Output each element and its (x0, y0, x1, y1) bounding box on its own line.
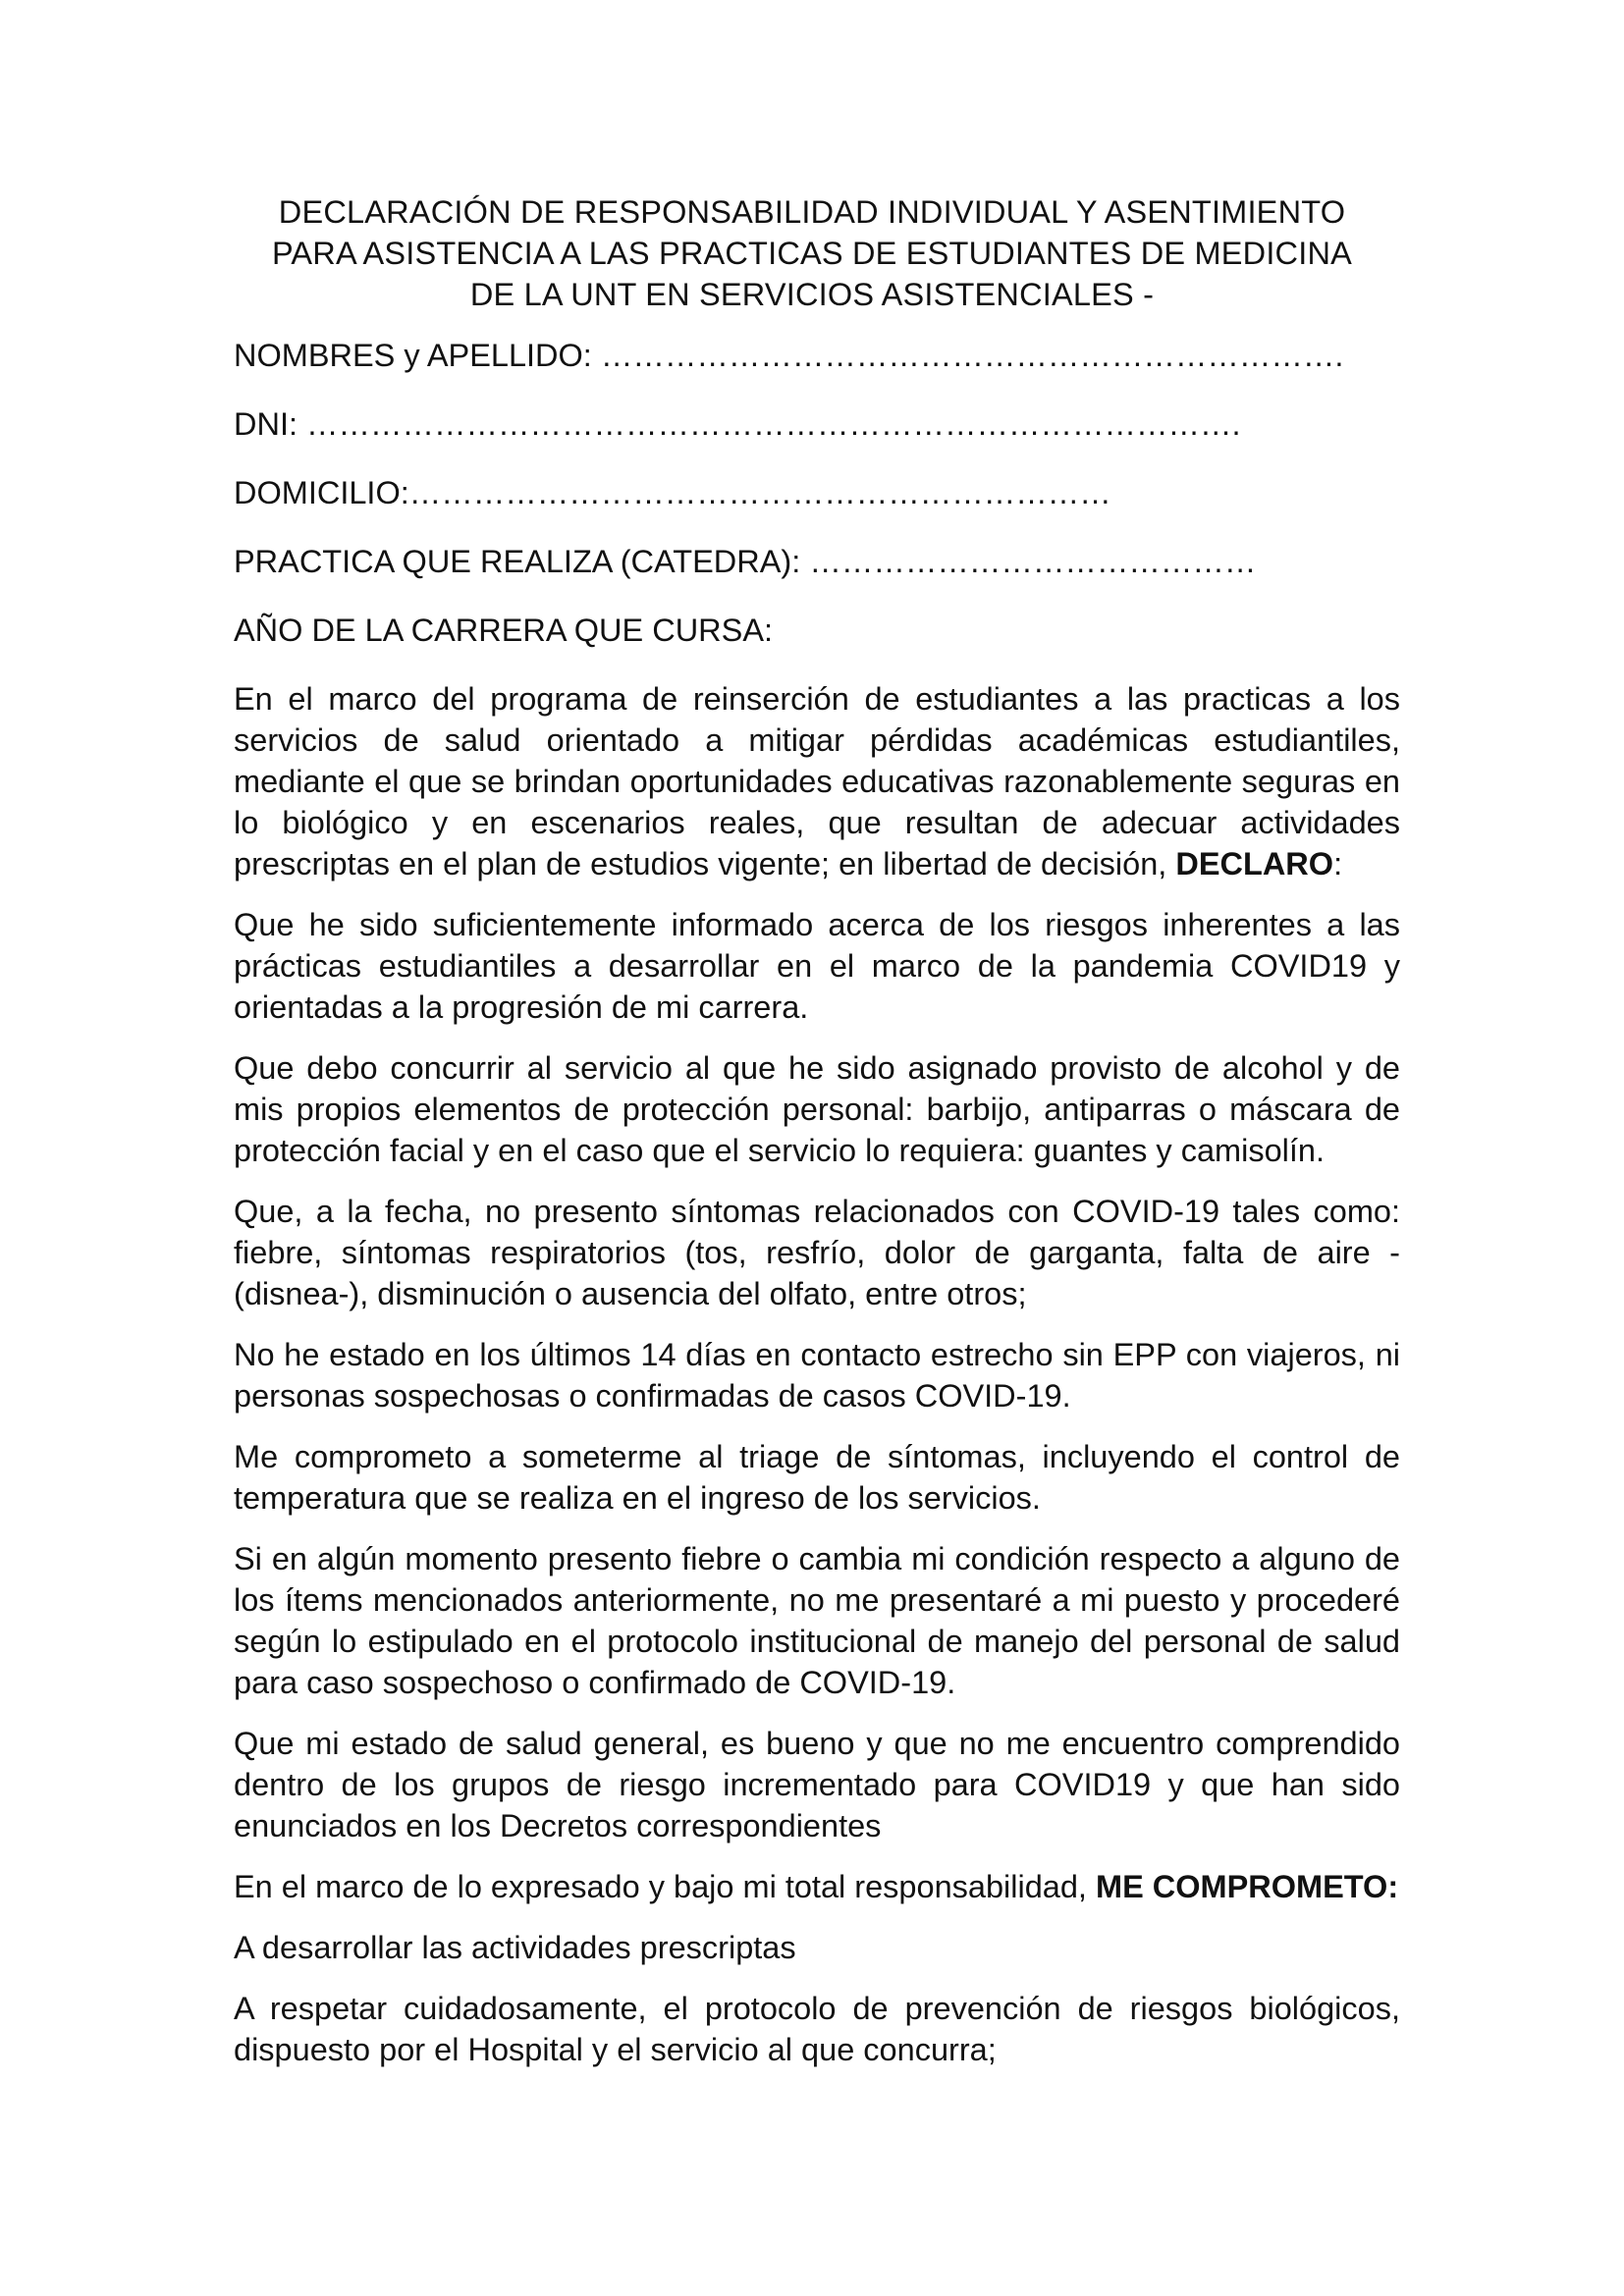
field-dni (234, 403, 1400, 445)
me-comprometo-bold: ME COMPROMETO: (1096, 1869, 1399, 1904)
field-nombres-label: NOMBRES y APELLIDO: (234, 338, 601, 373)
paragraph-intro-text: En el marco del programa de reinserción de estudiantes a las practicas a los servicios de salud orientado a mitigar pérdidas académicas estudiantiles, mediante el que se brindan oportunidades educativas razonablemente seguras en lo biológico y en escenarios reales, que resultan de adecuar actividades prescriptas en el plan de estudios vigente; en libertad de decisión, (234, 681, 1400, 881)
field-domicilio (234, 472, 1400, 513)
field-dni-label: DNI: (234, 406, 307, 442)
paragraph-contacto: No he estado en los últimos 14 días en contacto estrecho sin EPP con viajeros, ni personas sospechosas o confirmadas de casos COVID-19. (234, 1337, 1400, 1414)
paragraph-sintomas: Que, a la fecha, no presento síntomas relacionados con COVID-19 tales como: fiebre, síntomas respiratorios (tos, resfrío, dolor de garganta, falta de aire -(disnea-), disminución o ausencia del olfato, entre otros; (234, 1194, 1400, 1311)
field-dni-dots: ……………………………………………………………………………. (306, 406, 1241, 442)
field-anio (234, 610, 1400, 651)
document-title (196, 191, 1428, 315)
paragraph-compromiso (234, 1866, 1400, 1907)
title-line-3: DE LA UNT EN SERVICIOS ASISTENCIALES - (469, 277, 1155, 312)
paragraph-compromiso-text: En el marco de lo expresado y bajo mi total responsabilidad, (234, 1869, 1096, 1904)
title-line-1: DECLARACIÓN DE RESPONSABILIDAD INDIVIDUAL Y ASENTIMIENTO (278, 194, 1346, 230)
paragraph-protocolo: A respetar cuidadosamente, el protocolo de prevención de riesgos biológicos, dispuesto por el Hospital y el servicio al que concurra; (234, 1991, 1400, 2067)
field-practica (234, 541, 1400, 582)
declaro-bold: DECLARO (1175, 846, 1334, 881)
paragraph-estado-salud: Que mi estado de salud general, es bueno y que no me encuentro comprendido dentro de los grupos de riesgo incrementado para COVID19 y que han sido enunciados en los Decretos correspondientes (234, 1726, 1400, 1843)
field-nombres-dots: ……………………………………………………………. (600, 338, 1344, 373)
paragraph-triage: Me comprometo a someterme al triage de síntomas, incluyendo el control de temperatura que se realiza en el ingreso de los servicios. (234, 1439, 1400, 1516)
paragraph-concurrir: Que debo concurrir al servicio al que he sido asignado provisto de alcohol y de mis propios elementos de protección personal: barbijo, antiparras o máscara de protección facial y en el caso que el servicio lo requiera: guantes y camisolín. (234, 1050, 1400, 1168)
paragraph-actividades: A desarrollar las actividades prescriptas (234, 1930, 796, 1965)
paragraph-fiebre: Si en algún momento presento fiebre o cambia mi condición respecto a alguno de los ítems mencionados anteriormente, no me presentaré a mi puesto y procederé según lo estipulado en el protocolo institucional de manejo del personal de salud para caso sospechoso o confirmado de COVID-19. (234, 1541, 1400, 1700)
paragraph-intro-end: : (1333, 846, 1343, 881)
field-practica-dots: …………………………………… (809, 544, 1257, 579)
field-domicilio-label: DOMICILIO: (234, 475, 409, 510)
field-anio-label: AÑO DE LA CARRERA QUE CURSA: (234, 613, 774, 648)
document-body (234, 335, 1400, 2090)
paragraph-informado: Que he sido suficientemente informado acerca de los riesgos inherentes a las prácticas estudiantiles a desarrollar en el marco de la pandemia COVID19 y orientadas a la progresión de mi carrera. (234, 907, 1400, 1025)
field-practica-label: PRACTICA QUE REALIZA (CATEDRA): (234, 544, 810, 579)
field-domicilio-dots: ………………………………………………………… (408, 475, 1111, 510)
paragraph-intro (234, 678, 1400, 884)
title-line-2: PARA ASISTENCIA A LAS PRACTICAS DE ESTUDIANTES DE MEDICINA (271, 236, 1353, 271)
field-nombres (234, 335, 1400, 376)
